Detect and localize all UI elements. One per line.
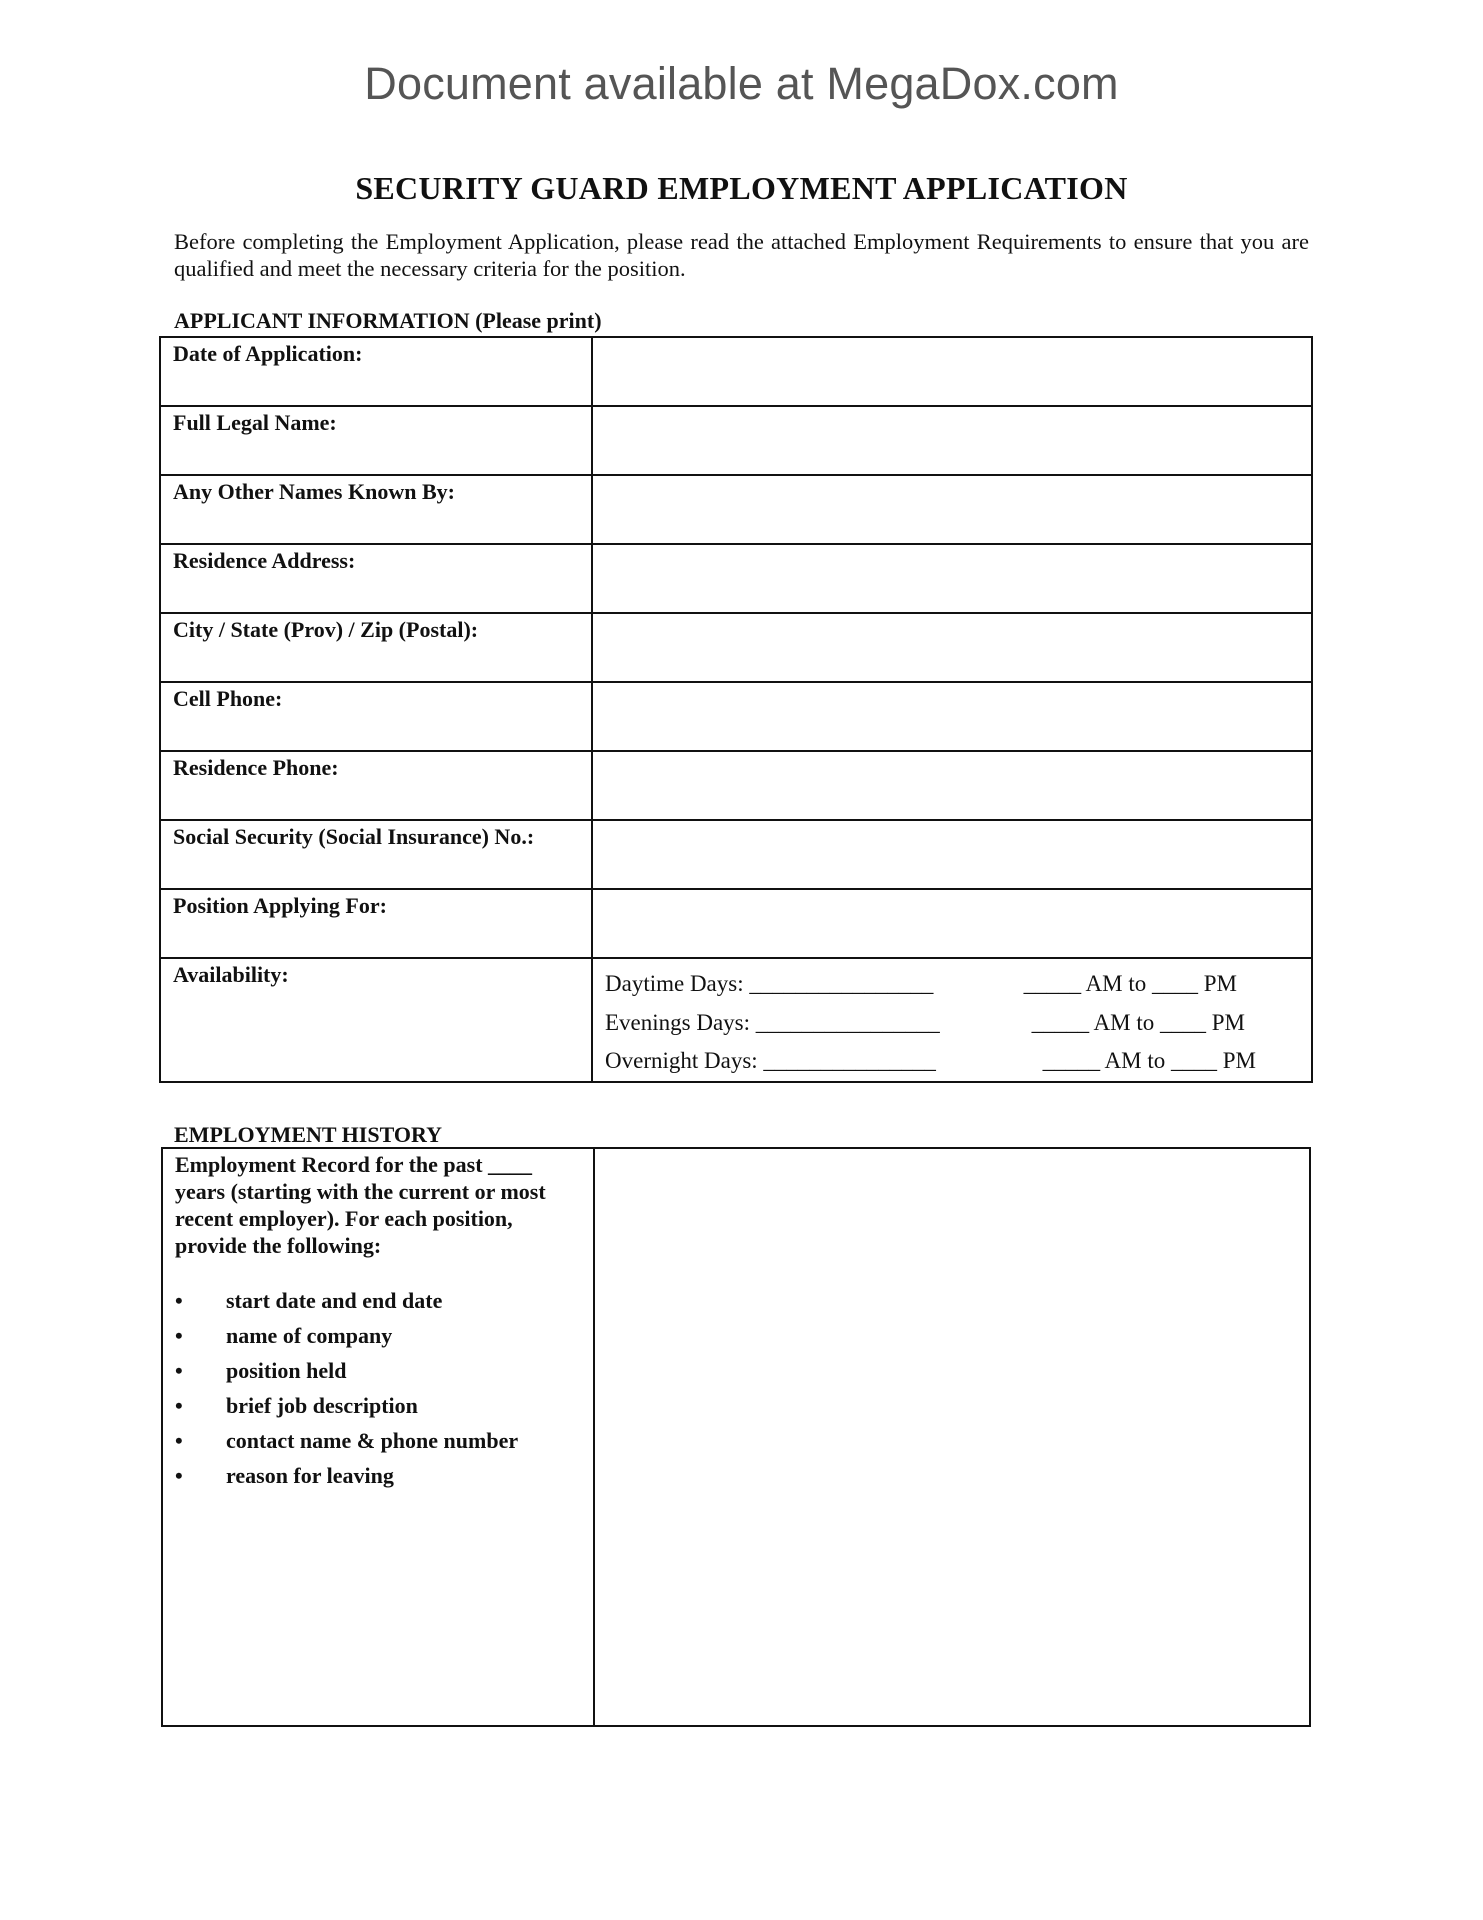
list-item-text: reason for leaving: [226, 1463, 394, 1488]
form-row: [160, 751, 1312, 820]
history-intro-text: Employment Record for the past ____ years (starting with the current or most recent employer). For each position, provide the following:: [175, 1152, 546, 1258]
applicant-section-heading: APPLICANT INFORMATION (Please print): [174, 308, 602, 333]
social-security-field[interactable]: [592, 820, 1312, 889]
daytime-days-text: Daytime Days: ________________: [605, 971, 934, 996]
form-row: [160, 820, 1312, 889]
list-item-text: start date and end date: [226, 1288, 443, 1313]
residence-phone-field[interactable]: [592, 751, 1312, 820]
cell-phone-field[interactable]: [592, 682, 1312, 751]
overnight-hours-text: _____ AM to ____ PM: [1042, 1048, 1256, 1073]
date-of-application-label: Date of Application:: [160, 337, 592, 406]
other-names-field[interactable]: [592, 475, 1312, 544]
bullet-icon: •: [175, 1393, 183, 1418]
applicant-information-table: [159, 336, 1313, 1083]
list-item-text: brief job description: [226, 1393, 418, 1418]
availability-cell: [592, 958, 1312, 1082]
list-item-text: position held: [226, 1358, 347, 1383]
form-row: [160, 682, 1312, 751]
form-row: [160, 889, 1312, 958]
list-item-text: name of company: [226, 1323, 393, 1348]
bullet-icon: •: [175, 1288, 183, 1313]
city-state-zip-label: City / State (Prov) / Zip (Postal):: [160, 613, 592, 682]
history-section-heading: EMPLOYMENT HISTORY: [174, 1122, 442, 1147]
availability-evenings-line[interactable]: [605, 1004, 1311, 1043]
intro-paragraph: Before completing the Employment Application, please read the attached Employment Requirements to ensure that you are qualified and meet the necessary criteria for the position.: [174, 229, 1309, 281]
form-row: [160, 337, 1312, 406]
availability-overnight-line[interactable]: [605, 1042, 1311, 1081]
history-instructions: [162, 1148, 594, 1726]
bullet-icon: •: [175, 1428, 183, 1453]
cell-phone-label: Cell Phone:: [160, 682, 592, 751]
employment-history-table: [161, 1147, 1311, 1727]
overnight-days-text: Overnight Days: _______________: [605, 1048, 936, 1073]
form-row: [160, 406, 1312, 475]
position-applying-label: Position Applying For:: [160, 889, 592, 958]
watermark: Document available at MegaDox.com: [364, 58, 1119, 109]
form-row: [160, 475, 1312, 544]
date-of-application-field[interactable]: [592, 337, 1312, 406]
list-item: [175, 1287, 581, 1322]
bullet-icon: •: [175, 1358, 183, 1383]
full-legal-name-label: Full Legal Name:: [160, 406, 592, 475]
evenings-hours-text: _____ AM to ____ PM: [1031, 1009, 1245, 1035]
position-applying-field[interactable]: [592, 889, 1312, 958]
page-title: SECURITY GUARD EMPLOYMENT APPLICATION: [355, 170, 1128, 206]
history-bullet-list: [175, 1287, 581, 1497]
evenings-days-text: Evenings Days: ________________: [605, 1009, 940, 1035]
list-item: [175, 1392, 581, 1427]
form-row: [160, 544, 1312, 613]
availability-daytime-line[interactable]: [605, 965, 1311, 1004]
full-legal-name-field[interactable]: [592, 406, 1312, 475]
residence-address-field[interactable]: [592, 544, 1312, 613]
list-item: [175, 1357, 581, 1392]
other-names-label: Any Other Names Known By:: [160, 475, 592, 544]
bullet-icon: •: [175, 1323, 183, 1348]
list-item-text: contact name & phone number: [226, 1428, 519, 1453]
bullet-icon: •: [175, 1463, 183, 1488]
form-row: [160, 613, 1312, 682]
list-item: [175, 1427, 581, 1462]
city-state-zip-field[interactable]: [592, 613, 1312, 682]
availability-label: Availability:: [160, 958, 592, 1082]
list-item: [175, 1462, 581, 1497]
residence-phone-label: Residence Phone:: [160, 751, 592, 820]
social-security-label: Social Security (Social Insurance) No.:: [160, 820, 592, 889]
employment-history-field[interactable]: [594, 1148, 1310, 1726]
residence-address-label: Residence Address:: [160, 544, 592, 613]
availability-row: [160, 958, 1312, 1082]
list-item: [175, 1322, 581, 1357]
daytime-hours-text: _____ AM to ____ PM: [1023, 971, 1237, 996]
